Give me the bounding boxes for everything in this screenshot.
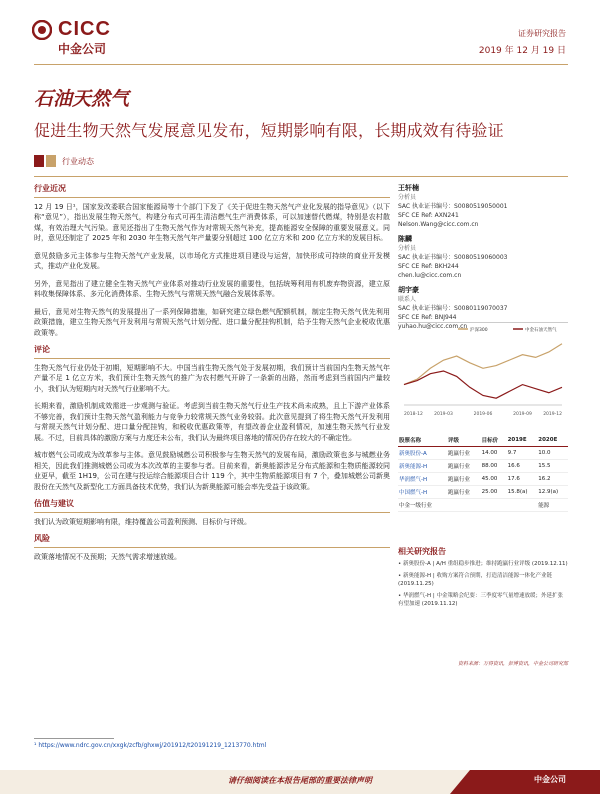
table-row: [398, 460, 568, 473]
author-email[interactable]: Nelson.Wang@cicc.com.cn: [398, 221, 479, 228]
legend-label: 中金石油天然气: [525, 328, 557, 333]
table-cell: 25.00: [481, 486, 507, 499]
author-sac: SAC 执业证书编号：S0080519060003: [398, 254, 508, 261]
table-row: [398, 486, 568, 499]
table-note-row: [398, 499, 568, 512]
author-role: 联系人: [398, 296, 417, 303]
author-name: 王轩楠: [398, 184, 419, 192]
author-sac: SAC 执业证书编号：S0080519050001: [398, 203, 508, 210]
performance-chart: [398, 322, 568, 419]
tag-marker-accent: [46, 155, 56, 167]
valuation-heading: 估值与建议: [34, 499, 390, 513]
footnote-divider: [34, 738, 114, 739]
author-name: 陈麟: [398, 235, 412, 243]
table-header: 评级: [447, 434, 481, 447]
related-research-heading: 相关研究报告: [398, 547, 446, 556]
table-cell: 45.00: [481, 473, 507, 486]
author-1: [398, 184, 568, 229]
table-cell: 9.7: [507, 447, 538, 460]
author-2: [398, 235, 568, 280]
table-cell[interactable]: 华润燃气-H: [398, 473, 447, 486]
tag: [34, 155, 94, 167]
comment-heading: 评论: [34, 345, 390, 359]
valuation-text: 我们认为政策短期影响有限，维持覆盖公司盈利预测、目标价与评级。: [34, 517, 251, 526]
x-tick-label: 2019-12: [543, 412, 562, 417]
cicc-logo-icon: [32, 20, 52, 40]
table-cell: 10.0: [537, 447, 568, 460]
related-research-list: [398, 560, 568, 612]
author-role: 分析员: [398, 245, 417, 252]
comment-paragraph-1: 生物天然气行业仍处于初期，短期影响不大。中国当前生物天然气处于发展初期，我们预计当前国内生物天然气年产量不足 1 亿立方米，我们预计生物天然气的推广为农村燃气开辟了一条新的出路，然而考虑到当前国内产量较小，我们认为短期内对天然气行业影响不大。: [34, 363, 390, 393]
series-line: [404, 344, 562, 385]
table-cell[interactable]: 新奥能源-H: [398, 460, 447, 473]
footer-disclaimer: 请仔细阅读在本报告尾部的重要法律声明: [228, 776, 372, 785]
author-role: 分析员: [398, 194, 417, 201]
table-header: 2019E: [507, 434, 538, 447]
author-sfc: SFC CE Ref: AXN241: [398, 212, 459, 219]
table-cell: 15.8(a): [507, 486, 538, 499]
table-note-value: 能源: [537, 499, 568, 512]
author-email[interactable]: yuhao.hu@cicc.com.cn: [398, 323, 468, 330]
table-cell: 12.9(a): [537, 486, 568, 499]
table-cell: 15.5: [537, 460, 568, 473]
related-source: 资料来源：万得资讯，彭博资讯，中金公司研究部: [457, 661, 568, 667]
headline: 促进生物天然气发展意见发布，短期影响有限，长期成效有待验证: [34, 121, 504, 140]
legend-label: 沪深300: [470, 328, 488, 333]
report-type: 证券研究报告: [518, 29, 566, 38]
author-sfc: SFC CE Ref: BNJ944: [398, 314, 457, 321]
author-sac: SAC 执业证书编号：S0080119070037: [398, 305, 508, 312]
table-header: 股票名称: [398, 434, 447, 447]
comment-paragraph-3: 城市燃气公司或成为改革参与主体。意见鼓励城燃公司积极参与生物天然气的发展布局，激励政策也多与城燃业务相关，因此我们推测城燃公司或为本次改革的主要参与者。目前来看，新奥能源涉足分布式能源和生物质能源较同业更早，截至 1H19，公司在建与投运综合能源项目合计 119 个，其中生物质能源项目有 7 个，叠加城燃公司新奥股份在天然气及新型化工方面具备技术优势，我们认为新奥能源可能会率先受益于该政策。: [34, 451, 390, 491]
table-cell[interactable]: 新奥股份-A: [398, 447, 447, 460]
header-divider: [34, 64, 568, 65]
tag-marker: [34, 155, 44, 167]
table-cell[interactable]: 中国燃气-H: [398, 486, 447, 499]
risk-text: 政策落地情况不及预期；天然气需求增速放缓。: [34, 552, 181, 561]
x-tick-label: 2019-03: [434, 412, 453, 417]
table-row: [398, 447, 568, 460]
coverage-table: [398, 434, 568, 512]
table-header: 目标价: [481, 434, 507, 447]
table-cell: 跑赢行业: [447, 447, 481, 460]
related-item[interactable]: • 新奥股份-A | A/H 重组稳步推进；维持跑赢行业评级 (2019.12.11): [398, 561, 568, 567]
author-sfc: SFC CE Ref: BKH244: [398, 263, 459, 270]
overview-paragraph-4: 最后，意见对生物天然气的发展提出了一系列保障措施，如研究建立绿色燃气配额机制，制定生物天然气优先利用政策措施，建立生物天然气开发利用与常规天然气计划分配、进口量分配挂钩机制，给予生物天然气企业税收优惠政策等。: [34, 307, 390, 337]
report-date: 2019 年 12 月 19 日: [478, 46, 566, 56]
title-divider: [34, 176, 568, 177]
table-cell: 跑赢行业: [447, 460, 481, 473]
x-tick-label: 2019-06: [473, 412, 493, 417]
table-note: 中金一级行业: [398, 499, 447, 512]
comment-paragraph-2: 长期来看，激励机制成效需进一步观测与验证。考虑到当前生物天然气行业生产技术尚未成熟，且上下游产业体系不够完善，我们预计生物天然气盈利能力与竞争力较常规天然气业务较弱。此次意见提到了将生物天然气开发利用与常规天然气计划分配、进口量分配挂钩，和税收优惠政策等，有望改善企业盈利情况，加速生物天然气行业发展。不过，目前具体的激励方案与力度还未公布，我们认为最终项目落地的情况仍存在较大的不确定性。: [34, 402, 390, 442]
footer-logo: 中金公司: [534, 775, 566, 784]
related-item[interactable]: • 华润燃气-H | 中金策略会纪要：三季度零气量增速放缓；外延扩张有望加速 (2019.11.12): [398, 593, 563, 607]
industry-title: 石油天然气: [34, 88, 130, 110]
table-row: [398, 473, 568, 486]
table-cell: 16.6: [507, 460, 538, 473]
x-tick-label: 2018-12: [404, 412, 423, 417]
overview-paragraph-3: 另外，意见指出了建立健全生物天然气产业体系对推动行业发展的重要性，包括统筹利用有机废弃物资源，建立原料收集保障体系、多元化消费体系、生物天然气与常规天然气融合发展体系等。: [34, 279, 390, 298]
table-header: 2020E: [537, 434, 568, 447]
author-name: 胡宇豪: [398, 286, 419, 294]
author-block: [398, 184, 568, 331]
table-cell: 14.00: [481, 447, 507, 460]
logo-en: CICC: [58, 18, 111, 40]
tag-label: 行业动态: [62, 156, 94, 166]
table-header-row: [398, 434, 568, 447]
main-column: [34, 184, 390, 569]
table-cell: 跑赢行业: [447, 473, 481, 486]
table-cell: 16.2: [537, 473, 568, 486]
overview-heading: 行业近况: [34, 184, 390, 198]
overview-paragraph-1: 12 月 19 日¹，国家发改委联合国家能源局等十个部门下发了《关于促进生物天然气产业化发展的指导意见》（以下称“意见”），指出发展生物天然气，构建分布式可再生清洁燃气生产消费体系，可以加速替代燃煤，特别是农村散煤，有效治理大气污染。意见还指出了生物天然气作为对常规天然气补充，提高能源安全保障的重要发展意义。同时，意见还制定了 2025 年和 2030 年生物天然气年产量要分别超过 100 亿立方米和 200 亿立方米的发展目标。: [34, 202, 390, 242]
footnote-link[interactable]: ¹ https://www.ndrc.gov.cn/xxgk/zcfb/ghxwj/201912/t20191219_1213770.html: [34, 742, 267, 749]
related-item[interactable]: • 新奥能源-H | 收购方案符合预期，打造清洁能源一体化产业链 (2019.11.25): [398, 573, 552, 587]
table-cell: 17.6: [507, 473, 538, 486]
overview-paragraph-2: 意见鼓励多元主体参与生物天然气产业发展，以市场化方式推进项目建设与运营，加快形成可持续的商业开发模式，推动产业化发展。: [34, 251, 390, 270]
table-cell: 跑赢行业: [447, 486, 481, 499]
author-email[interactable]: chen.lu@cicc.com.cn: [398, 272, 462, 279]
table-cell: 88.00: [481, 460, 507, 473]
x-tick-label: 2019-09: [513, 412, 532, 417]
risk-heading: 风险: [34, 534, 390, 548]
logo-cn: 中金公司: [58, 42, 107, 56]
series-line: [404, 371, 562, 398]
